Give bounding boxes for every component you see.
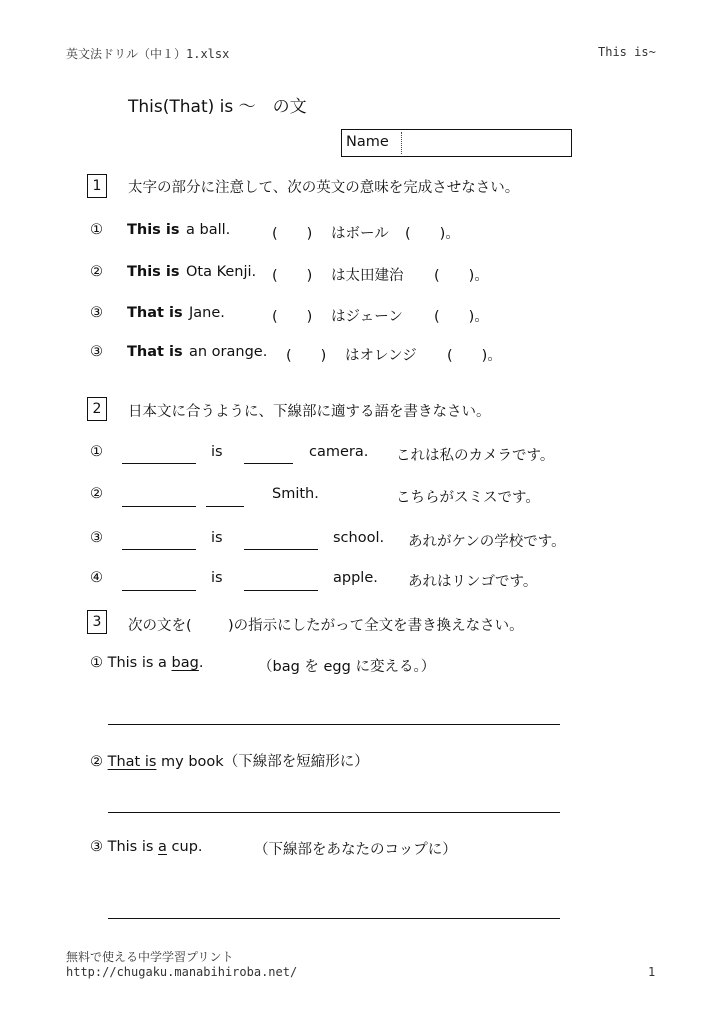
s1-item3-paren1: ( ) bbox=[272, 309, 313, 325]
section3-number: 3 bbox=[87, 610, 107, 634]
s1-item1-paren1: ( ) bbox=[272, 226, 313, 242]
s1-item4-paren1: ( ) bbox=[286, 348, 327, 364]
section3-instruction-b: )の指示にしたがって全文を書き換えなさい。 bbox=[228, 618, 524, 634]
header-filename: 英文法ドリル（中１）1.xlsx bbox=[66, 47, 230, 61]
s1-item4-num: ③ bbox=[90, 344, 103, 360]
s1-item2-num: ② bbox=[90, 264, 103, 280]
s2-item1-blank2[interactable] bbox=[244, 463, 293, 464]
s2-item2-jp: こちらがスミスです。 bbox=[396, 490, 540, 506]
s1-item3-rest: Jane. bbox=[189, 305, 225, 321]
section1-number: 1 bbox=[87, 174, 107, 198]
s2-item1-num: ① bbox=[90, 444, 103, 460]
section2-instruction: 日本文に合うように、下線部に適する語を書きなさい。 bbox=[128, 404, 491, 420]
s1-item3-num: ③ bbox=[90, 305, 103, 321]
s3-item2-post: my book bbox=[156, 754, 224, 770]
s2-item2-blank2[interactable] bbox=[206, 506, 244, 507]
s2-item4-jp: あれはリンゴです。 bbox=[408, 574, 538, 590]
s1-item4-bold: That is bbox=[127, 344, 183, 360]
s1-item3-paren2: ( )。 bbox=[434, 309, 489, 325]
s2-item4-w1: is bbox=[211, 570, 223, 586]
section3-instruction-a: 次の文を( bbox=[128, 618, 192, 634]
s3-item3-pre: This is bbox=[107, 839, 159, 855]
s1-item3-bold: That is bbox=[127, 305, 183, 321]
s3-item1-num: ① bbox=[90, 655, 103, 671]
s1-item1-num: ① bbox=[90, 222, 103, 238]
s2-item1-blank1[interactable] bbox=[122, 463, 196, 464]
section1-instruction: 太字の部分に注意して、次の英文の意味を完成させなさい。 bbox=[128, 180, 520, 196]
s1-item2-paren1: ( ) bbox=[272, 268, 313, 284]
s2-item2-blank1[interactable] bbox=[122, 506, 196, 507]
header-sheet: This is~ bbox=[598, 45, 656, 59]
s3-item1-note: （bag を egg に変える。） bbox=[258, 659, 436, 675]
s1-item2-paren2: ( )。 bbox=[434, 268, 489, 284]
name-label: Name bbox=[346, 134, 389, 150]
s3-item3-note: （下線部をあなたのコップに） bbox=[254, 842, 457, 858]
s1-item2-rest: Ota Kenji. bbox=[186, 264, 257, 280]
s2-item3-jp: あれがケンの学校です。 bbox=[408, 534, 566, 550]
s3-item1-underlined: bag bbox=[171, 655, 199, 671]
s2-item1-w1: is bbox=[211, 444, 223, 460]
page-title: This(That) is ～ の文 bbox=[128, 97, 307, 117]
s3-item3-underlined: a bbox=[158, 839, 167, 855]
name-divider bbox=[401, 132, 402, 154]
name-box bbox=[341, 129, 572, 157]
s1-item4-rest: an orange. bbox=[189, 344, 268, 360]
s2-item3-blank2[interactable] bbox=[244, 549, 318, 550]
s3-item2-underlined: That is bbox=[107, 754, 157, 770]
s2-item3-w1: is bbox=[211, 530, 223, 546]
s1-item4-mid: はオレンジ bbox=[345, 348, 417, 364]
s3-item2-note: （下線部を短縮形に） bbox=[223, 754, 369, 770]
s3-item1-line bbox=[90, 655, 203, 671]
s3-item2-answer-line[interactable] bbox=[108, 812, 560, 813]
s2-item3-w2: school. bbox=[333, 530, 385, 546]
s1-item3-mid: はジェーン bbox=[331, 309, 403, 325]
s1-item1-bold: This is bbox=[127, 222, 180, 238]
s3-item2-line bbox=[90, 750, 369, 771]
s1-item2-mid: は太田建治 bbox=[331, 268, 404, 284]
s1-item2-bold: This is bbox=[127, 264, 180, 280]
s3-item2-num: ② bbox=[90, 754, 103, 770]
s1-item1-mid: はボール bbox=[331, 226, 389, 242]
s1-item1-paren2: ( )。 bbox=[405, 226, 460, 242]
s2-item2-num: ② bbox=[90, 486, 103, 502]
page-number: 1 bbox=[648, 965, 656, 979]
s2-item3-num: ③ bbox=[90, 530, 103, 546]
s1-item1-rest: a ball. bbox=[186, 222, 231, 238]
s3-item3-num: ③ bbox=[90, 839, 103, 855]
footer-title: 無料で使える中学学習プリント bbox=[66, 950, 234, 964]
s3-item1-post: . bbox=[198, 655, 204, 671]
s2-item4-blank1[interactable] bbox=[122, 590, 196, 591]
s3-item1-answer-line[interactable] bbox=[108, 724, 560, 725]
s3-item3-answer-line[interactable] bbox=[108, 918, 560, 919]
s1-item4-paren2: ( )。 bbox=[447, 348, 502, 364]
s2-item4-w2: apple. bbox=[333, 570, 378, 586]
s2-item2-w2: Smith. bbox=[272, 486, 319, 502]
s3-item3-line bbox=[90, 839, 203, 855]
section2-number: 2 bbox=[87, 397, 107, 421]
s2-item3-blank1[interactable] bbox=[122, 549, 196, 550]
s2-item1-w2: camera. bbox=[309, 444, 369, 460]
name-field[interactable] bbox=[404, 130, 570, 155]
s3-item3-post: cup. bbox=[166, 839, 203, 855]
s2-item1-jp: これは私のカメラです。 bbox=[396, 448, 555, 464]
s2-item4-blank2[interactable] bbox=[244, 590, 318, 591]
s3-item1-pre: This is a bbox=[107, 655, 172, 671]
footer-url[interactable]: http://chugaku.manabihiroba.net/ bbox=[66, 965, 298, 979]
s2-item4-num: ④ bbox=[90, 570, 103, 586]
